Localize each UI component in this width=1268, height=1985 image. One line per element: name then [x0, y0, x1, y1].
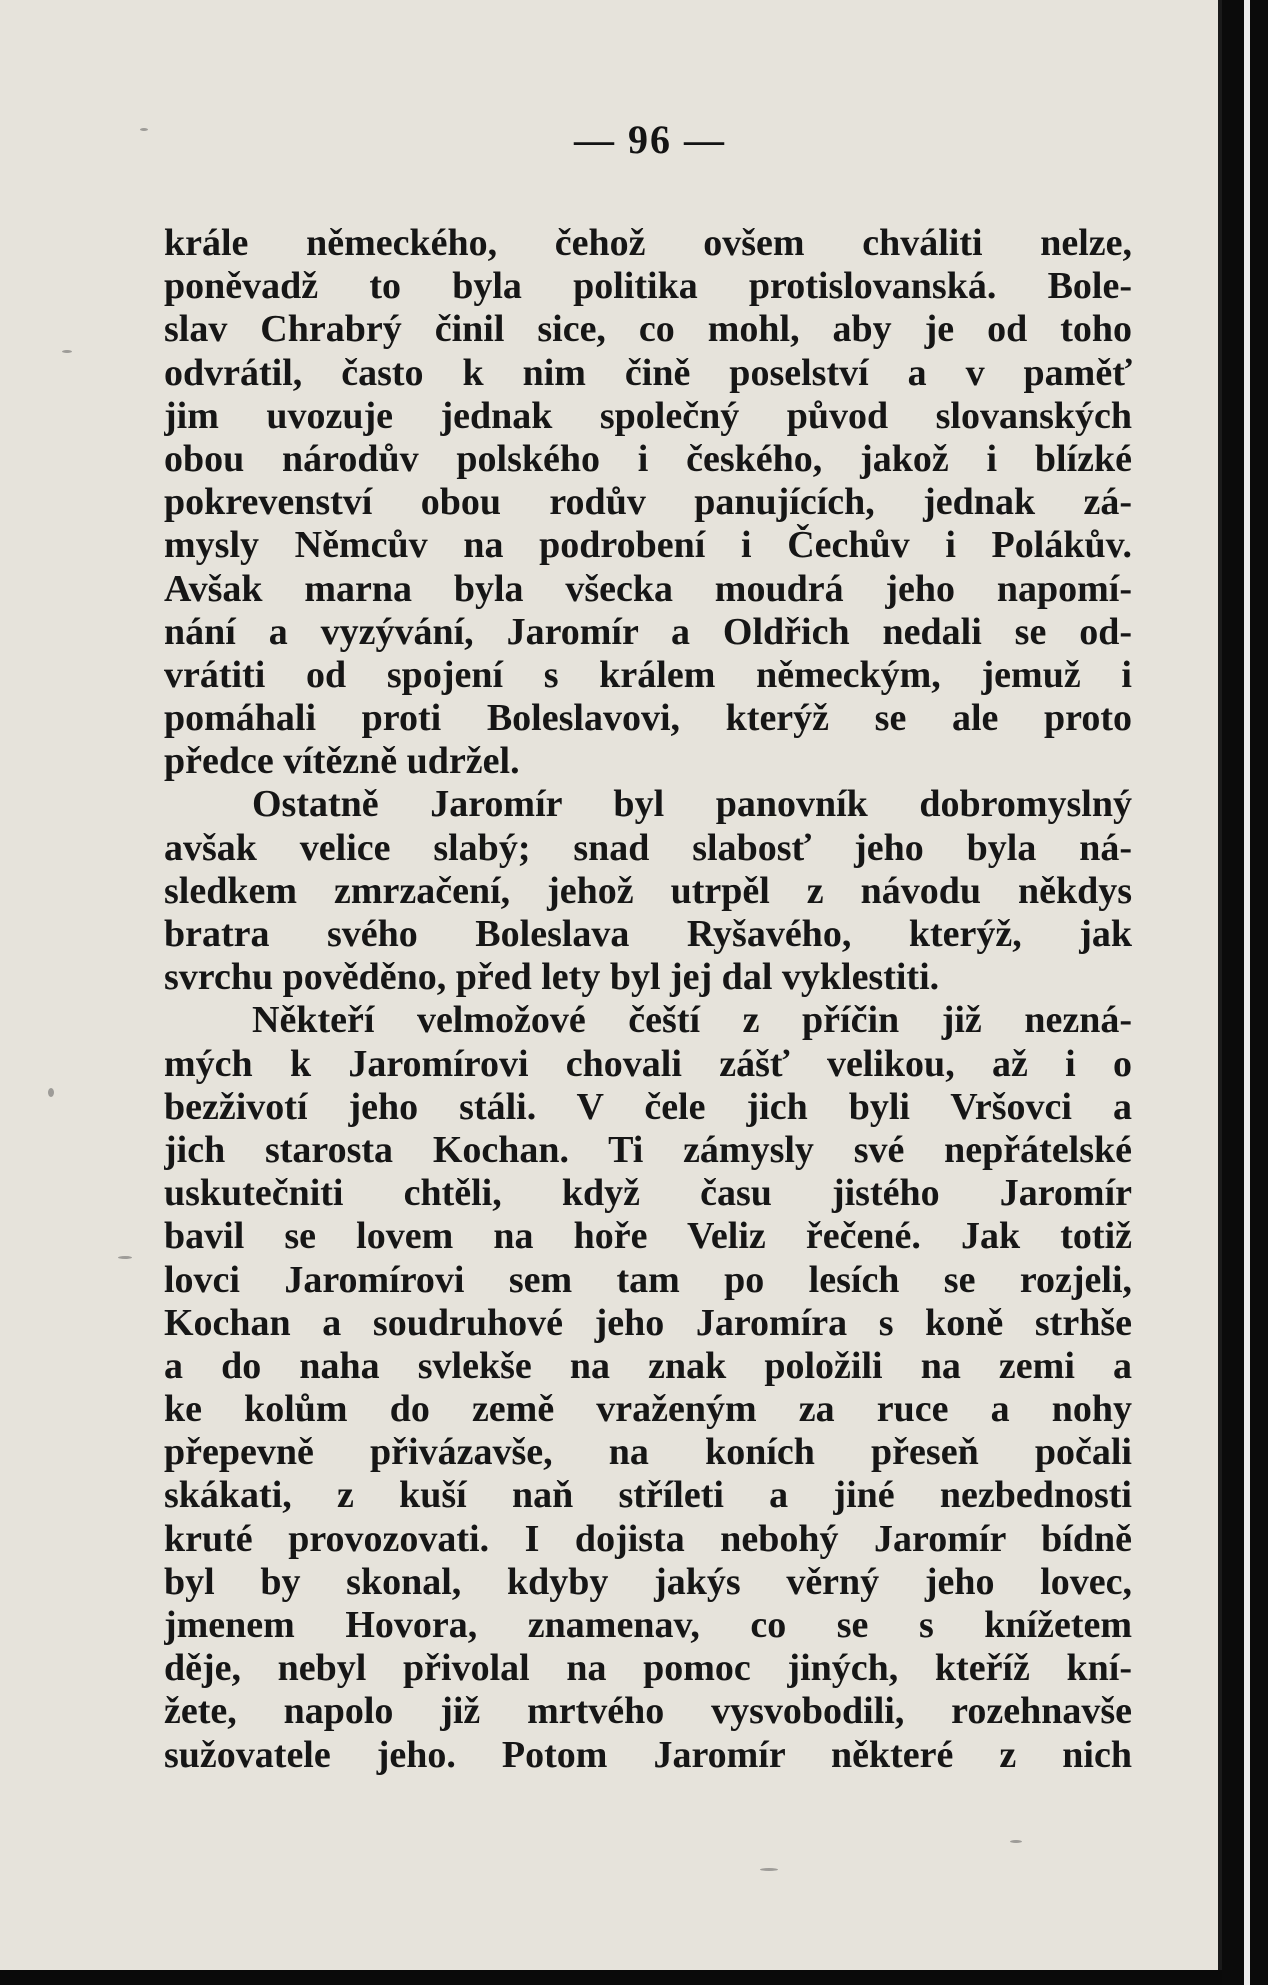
text-line: jmenem Hovora, znamenav, co se s knížetem — [164, 1604, 1132, 1646]
text-line: sužovatele jeho. Potom Jaromír některé z nich — [164, 1733, 1132, 1776]
text-line: přepevně přivázavše, na koních přeseň počali — [164, 1431, 1132, 1474]
book-spine-shadow — [1222, 0, 1268, 1985]
text-line: a do naha svlekše na znak položili na zemi a — [164, 1344, 1132, 1387]
text-line: jim uvozuje jednak společný původ slovanských — [164, 394, 1132, 437]
text-line: Kochan a soudruhové jeho Jaromíra s koně strhše — [164, 1301, 1132, 1344]
text-line: pomáhali proti Boleslavovi, kterýž se ale proto — [164, 697, 1132, 740]
text-line: předce vítězně udržel. — [164, 740, 520, 783]
text-line: sledkem zmrzačení, jehož utrpěl z návodu někdys — [164, 869, 1132, 912]
paper-speck — [140, 128, 148, 131]
text-line: Avšak marna byla všecka moudrá jeho napomí- — [164, 567, 1132, 610]
text-line: mých k Jaromírovi chovali zášť velikou, až i o — [164, 1042, 1132, 1085]
text-line: poněvadž to byla politika protislovanská. Bole- — [164, 265, 1132, 308]
text-line: bezživotí jeho stáli. V čele jich byli Vršovci a — [164, 1085, 1132, 1128]
text-line: žete, napolo již mrtvého vysvobodili, rozehnavše — [164, 1690, 1132, 1733]
text-line: jich starosta Kochan. Ti zámysly své nepřátelské — [164, 1128, 1132, 1171]
text-line: bavil se lovem na hoře Veliz řečené. Jak totiž — [164, 1215, 1132, 1258]
paper-speck — [1010, 1840, 1022, 1843]
text-line: ke kolům do země vraženým za ruce a nohy — [164, 1388, 1132, 1431]
paper-speck — [118, 1256, 132, 1259]
text-line: vrátiti od spojení s králem německým, jemuž i — [164, 653, 1132, 696]
text-line: svrchu pověděno, před lety byl jej dal vyklestiti. — [164, 956, 940, 999]
text-line: slav Chrabrý činil sice, co mohl, aby je od toho — [164, 308, 1132, 351]
paper-speck — [48, 1088, 54, 1097]
paper-speck — [62, 350, 72, 353]
text-line: uskutečniti chtěli, když času jistého Jaromír — [164, 1172, 1132, 1215]
text-line: Ostatně Jaromír byl panovník dobromyslný — [252, 783, 1132, 826]
spine-edge — [1244, 0, 1250, 1985]
text-line: Někteří velmožové čeští z příčin již nezná- — [252, 999, 1132, 1042]
body-text — [164, 222, 1132, 1777]
text-line: obou národův polského i českého, jakož i blízké — [164, 437, 1132, 480]
text-line: krále německého, čehož ovšem chváliti nelze, — [164, 222, 1132, 264]
text-line: děje, nebyl přivolal na pomoc jiných, kteříž kní- — [164, 1647, 1132, 1690]
text-line: byl by skonal, kdyby jakýs věrný jeho lovec, — [164, 1560, 1132, 1603]
text-line: mysly Němcův na podrobení i Čechův i Polákův. — [164, 524, 1132, 567]
text-line: kruté provozovati. I dojista nebohý Jaromír bídně — [164, 1517, 1132, 1560]
text-line: lovci Jaromírovi sem tam po lesích se rozjeli, — [164, 1258, 1132, 1301]
text-line: nání a vyzývání, Jaromír a Oldřich nedali se od- — [164, 610, 1132, 653]
paper-speck — [760, 1868, 778, 1871]
text-line: bratra svého Boleslava Ryšavého, kterýž, jak — [164, 913, 1132, 955]
text-line: odvrátil, často k nim čině poselství a v paměť — [164, 351, 1132, 394]
page-number: — 96 — — [574, 117, 726, 162]
text-line: pokrevenství obou rodův panujících, jednak zá- — [164, 481, 1132, 524]
text-line: skákati, z kuší naň stříleti a jiné nezbednosti — [164, 1474, 1132, 1517]
text-line: avšak velice slabý; snad slabosť jeho byla ná- — [164, 826, 1132, 869]
